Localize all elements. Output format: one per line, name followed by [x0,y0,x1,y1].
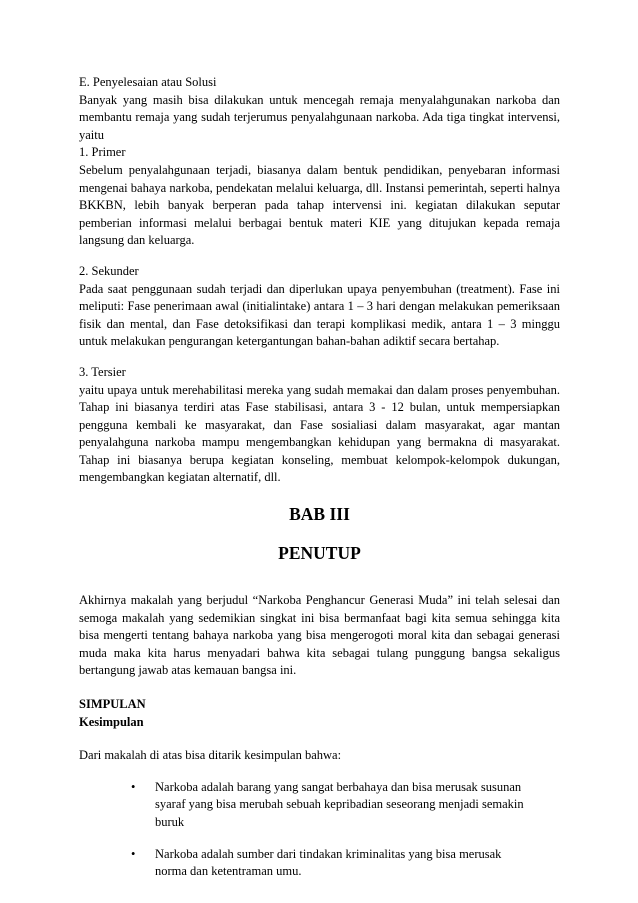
section-intro: Banyak yang masih bisa dilakukan untuk mencegah remaja menyalahgunakan narkoba dan membantu remaja yang sudah terjerumus penyalahgunaan narkoba. Ada tiga tingkat intervensi, yaitu [79,92,560,142]
chapter-title: PENUTUP [278,543,361,564]
closing-paragraph: Akhirnya makalah yang berjudul “Narkoba Penghancur Generasi Muda” ini telah selesai dan semoga makalah yang sedemikian singkat ini bisa bermanfaat bagi kita semua sehingga kita bisa mengerti tentang bahaya narkoba yang bisa mengerogoti moral kita dan sebagai generasi muda maka kita harus menyadari bahwa kita sebagai tulang punggung bangsa sekaligus bertangung jawab atas kemauan bangsa ini. [79,593,560,678]
primer-text: Sebelum penyalahgunaan terjadi, biasanya dalam bentuk pendidikan, penyebaran informasi mengenai bahaya narkoba, pendekatan melalui keluarga, dll. Instansi pemerintah, seperti halnya BKKBN, lebih banyak berperan pada tahap intervensi ini. kegiatan dilakukan seputar pemberian informasi melalui berbagai bentuk materi KIE yang ditujukan kepada remaja langsung dan keluarga. [79,162,560,248]
chapter-number: BAB III [289,504,350,525]
sekunder-title: 2. Sekunder [79,263,139,278]
simpulan-heading: SIMPULAN [79,697,146,712]
primer-title: 1. Primer [79,145,126,160]
list-item [79,779,560,832]
document-page [79,74,560,895]
conclusion-lead: Dari makalah di atas bisa ditarik kesimpulan bahwa: [79,748,342,763]
bullet-icon: • [131,779,136,794]
tersier-title: 3. Tersier [79,364,126,379]
tersier-text: yaitu upaya untuk merehabilitasi mereka yang sudah memakai dan dalam proses penyembuhan. Tahap ini biasanya terdiri atas Fase stabilisasi, antara 3 - 12 bulan, untuk mempersiapkan pengguna kembali ke masyarakat, dan Fase sosialiasi dalam masyarakat, agar mantan penyalahguna narkoba mampu mengembangkan kehidupan yang bermakna di masyarakat. Tahap ini biasanya berupa kegiatan konseling, membuat kelompok-kelompok dukungan, mengembangkan kegiatan alternatif, dll. [79,382,560,485]
section-title: E. Penyelesaian atau Solusi [79,75,217,89]
conclusion-list [79,779,560,881]
list-item-text: Narkoba adalah barang yang sangat berbahaya dan bisa merusak susunan syaraf yang bisa merubah sebuah kepribadian seseorang menjadi semakin buruk [155,779,524,829]
list-item [79,846,560,881]
bullet-icon: • [131,846,136,861]
sekunder-text: Pada saat penggunaan sudah terjadi dan diperlukan upaya penyembuhan (treatment). Fase ini meliputi: Fase penerimaan awal (initialintake) antara 1 – 3 hari dengan melakukan pemeriksaan fisik dan mental, dan Fase detoksifikasi dan terapi komplikasi medik, antara 1 – 3 minggu untuk melakukan pengurangan ketergantungan bahan-bahan adiktif secara bertahap. [79,281,560,349]
kesimpulan-subheading: Kesimpulan [79,714,144,729]
list-item-text: Narkoba adalah sumber dari tindakan kriminalitas yang bisa merusak norma dan ketentraman umu. [155,846,502,879]
